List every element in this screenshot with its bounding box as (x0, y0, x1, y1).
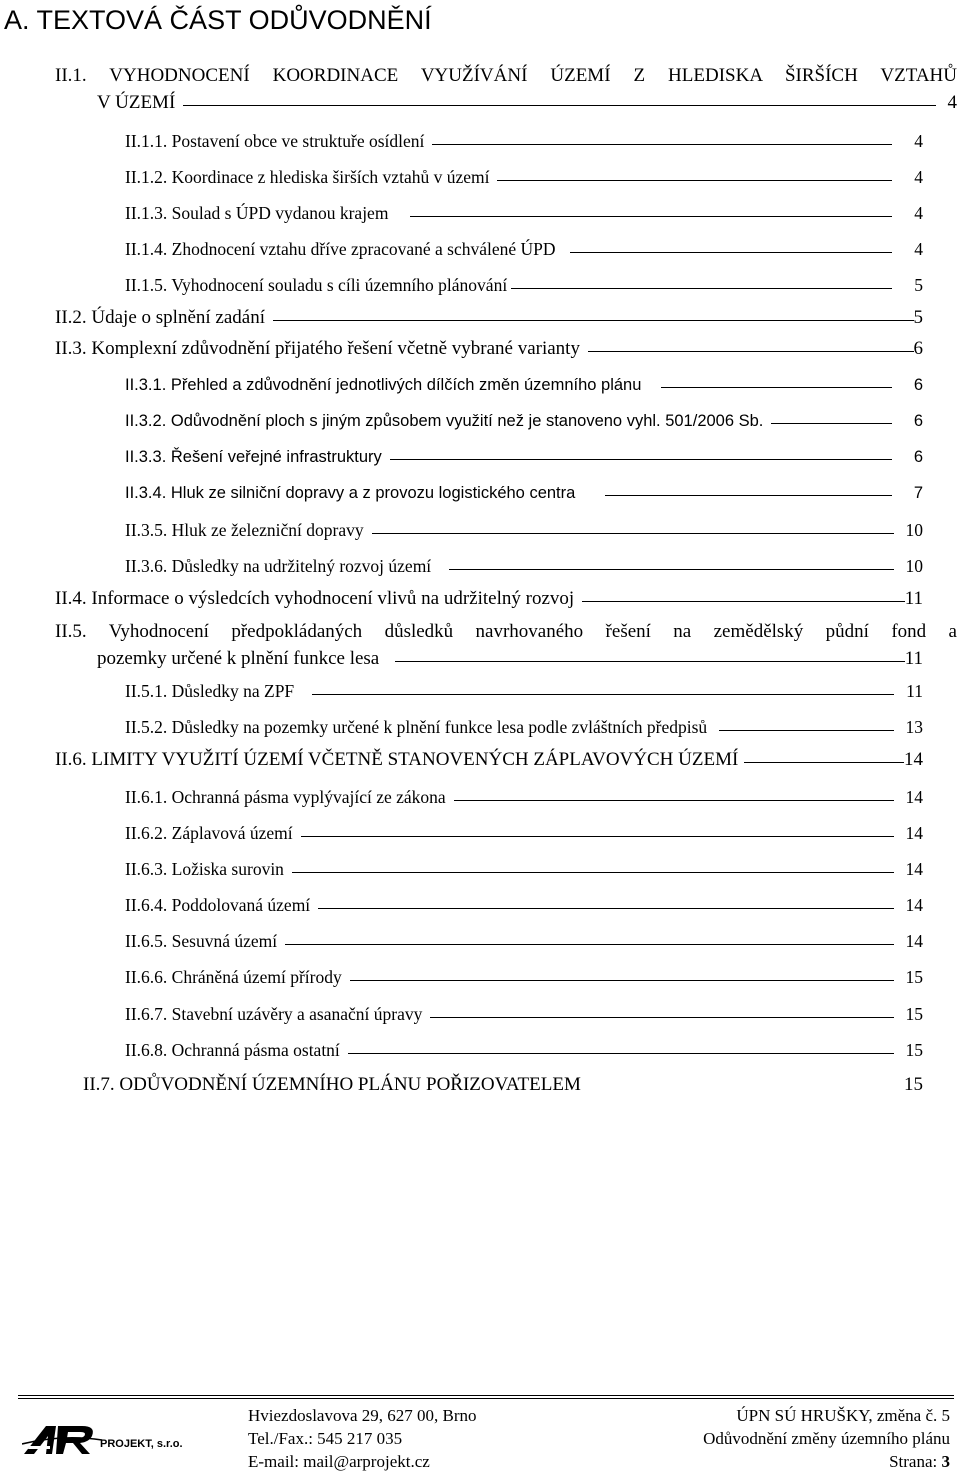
toc-page: 14 (905, 787, 923, 807)
toc-page: 14 (905, 823, 923, 843)
toc-entry-ii-6-2[interactable] (125, 823, 923, 844)
toc-entry-ii-5[interactable] (55, 618, 957, 672)
toc-leader (511, 288, 892, 289)
toc-entry-ii-6-5[interactable] (125, 931, 923, 952)
toc-text: II.7. ODŮVODNĚNÍ ÚZEMNÍHO PLÁNU POŘIZOVATELEM (83, 1074, 581, 1095)
page-label: Strana: (889, 1452, 942, 1471)
toc-page: 5 (914, 275, 923, 295)
toc-page: 4 (914, 167, 923, 187)
footer-phone: Tel./Fax.: 545 217 035 (248, 1429, 403, 1448)
footer-page-number (889, 1450, 950, 1473)
toc-text: II.1.4. Zhodnocení vztahu dříve zpracované a schválené ÚPD (125, 239, 556, 259)
toc-text: II.4. Informace o výsledcích vyhodnocení vlivů na udržitelný rozvoj (55, 588, 575, 609)
toc-text: II.1.5. Vyhodnocení souladu s cíli územního plánování (125, 275, 508, 295)
toc-text: II.6.3. Ložiska surovin (125, 859, 284, 879)
email-link[interactable]: E-mail: mail@arprojekt.cz (248, 1452, 430, 1471)
toc-entry-ii-3[interactable] (55, 338, 923, 360)
toc-leader (497, 180, 892, 181)
footer-project: ÚPN SÚ HRUŠKY, změna č. 5 (736, 1406, 950, 1425)
toc-entry-ii-5-1[interactable] (125, 681, 923, 702)
toc-text: II.6.4. Poddolovaná území (125, 895, 311, 915)
toc-page: 5 (913, 307, 923, 328)
toc-page: 4 (914, 203, 923, 223)
toc-text: II.6.8. Ochranná pásma ostatní (125, 1040, 340, 1060)
toc-page: 14 (905, 931, 923, 951)
toc-leader (350, 980, 894, 981)
toc-entry-ii-3-5[interactable] (125, 520, 923, 541)
toc-leader (771, 423, 891, 424)
toc-text: II.6.5. Sesuvná území (125, 931, 278, 951)
toc-entry-ii-1-5[interactable] (125, 275, 923, 296)
footer-email[interactable] (248, 1450, 430, 1473)
toc-entry-ii-6-7[interactable] (125, 1004, 923, 1025)
toc-text: II.6. LIMITY VYUŽITÍ ÚZEMÍ VČETNĚ STANOVENÝCH ZÁPLAVOVÝCH ÚZEMÍ (55, 749, 739, 770)
toc-entry-ii-6-4[interactable] (125, 895, 923, 916)
toc-leader (372, 533, 894, 534)
toc-text: II.1.3. Soulad s ÚPD vydanou krajem (125, 203, 389, 223)
toc-text: II.3.2. Odůvodnění ploch s jiným způsobem využití než je stanoveno vyhl. 501/2006 Sb. (125, 412, 764, 430)
toc-leader (570, 252, 893, 253)
toc-entry-ii-1[interactable] (55, 62, 957, 116)
footer-rule (18, 1395, 954, 1396)
toc-leader (430, 1017, 893, 1018)
footer-address: Hviezdoslavova 29, 627 00, Brno (248, 1406, 477, 1425)
toc-entry-ii-1-4[interactable] (125, 239, 923, 260)
toc-leader (605, 495, 892, 496)
toc-page: 4 (914, 239, 923, 259)
toc-page: 14 (904, 749, 923, 770)
toc-leader (348, 1053, 894, 1054)
toc-leader (719, 730, 893, 731)
toc-leader (183, 105, 935, 106)
toc-text: II.5.2. Důsledky na pozemky určené k plnění funkce lesa podle zvláštních předpisů (125, 717, 708, 737)
toc-number: II.5. (55, 621, 87, 642)
toc-entry-ii-3-4[interactable] (125, 484, 923, 503)
footer-doc: Odůvodnění změny územního plánu (703, 1429, 950, 1448)
toc-leader (390, 459, 892, 460)
toc-number: II.1. (55, 65, 87, 86)
toc-entry-ii-1-1[interactable] (125, 131, 923, 152)
page-heading: A. TEXTOVÁ ČÁST ODŮVODNĚNÍ (4, 5, 432, 35)
toc-leader (410, 216, 892, 217)
toc-page: 15 (905, 1004, 923, 1024)
toc-leader (744, 762, 904, 763)
toc-text: II.6.1. Ochranná pásma vyplývající ze zákona (125, 787, 446, 807)
toc-page: 13 (905, 717, 923, 737)
toc-page: 6 (913, 338, 923, 359)
toc-page: 4 (914, 131, 923, 151)
toc-leader (661, 387, 891, 388)
toc-page: 14 (905, 895, 923, 915)
toc-page: 15 (905, 967, 923, 987)
toc-leader (454, 800, 894, 801)
toc-entry-ii-6-3[interactable] (125, 859, 923, 880)
toc-text: II.6.6. Chráněná území přírody (125, 967, 342, 987)
toc-entry-ii-3-2[interactable] (125, 412, 923, 431)
toc-text: II.3. Komplexní zdůvodnění přijatého řešení včetně vybrané varianty (55, 338, 580, 359)
toc-entry-ii-4[interactable] (55, 588, 923, 610)
toc-page: 10 (905, 556, 923, 576)
toc-text: II.3.3. Řešení veřejné infrastruktury (125, 448, 382, 466)
toc-leader (395, 661, 904, 662)
toc-leader (301, 836, 894, 837)
toc-page: 11 (906, 681, 923, 701)
toc-entry-ii-5-2[interactable] (125, 717, 923, 738)
toc-leader (449, 569, 893, 570)
toc-entry-ii-1-3[interactable] (125, 203, 923, 224)
toc-text: II.1.1. Postavení obce ve struktuře osídlení (125, 131, 425, 151)
toc-page: 14 (905, 859, 923, 879)
toc-entry-ii-2[interactable] (55, 307, 923, 329)
toc-entry-ii-6-8[interactable] (125, 1040, 923, 1061)
toc-text: II.3.5. Hluk ze železniční dopravy (125, 520, 364, 540)
toc-text: II.6.7. Stavební uzávěry a asanační úpravy (125, 1004, 423, 1024)
page-number: 3 (941, 1452, 950, 1471)
toc-entry-ii-3-3[interactable] (125, 448, 923, 467)
toc-entry-ii-6[interactable] (55, 749, 923, 771)
toc-leader (582, 601, 905, 602)
toc-page: 7 (913, 484, 923, 502)
toc-entry-ii-1-2[interactable] (125, 167, 923, 188)
footer-rule (18, 1398, 954, 1399)
toc-leader (588, 351, 914, 352)
toc-entry-ii-7[interactable] (83, 1074, 923, 1096)
toc-leader (273, 320, 914, 321)
toc-leader (292, 872, 894, 873)
toc-text: II.3.1. Přehled a zdůvodnění jednotlivých dílčích změn územního plánu (125, 376, 642, 394)
toc-page: 11 (904, 648, 923, 669)
toc-text: II.3.4. Hluk ze silniční dopravy a z provozu logistického centra (125, 484, 576, 502)
toc-text: II.6.2. Záplavová území (125, 823, 293, 843)
toc-text-continued: pozemky určené k plnění funkce lesa (97, 648, 380, 669)
toc-leader (432, 144, 892, 145)
toc-page: 10 (905, 520, 923, 540)
toc-leader (285, 944, 893, 945)
toc-entry-ii-3-6[interactable] (125, 556, 923, 577)
toc-page: 6 (913, 376, 923, 394)
toc-page: 4 (947, 92, 957, 113)
logo-text: PROJEKT, s.r.o. (100, 1438, 183, 1450)
toc-page: 6 (913, 448, 923, 466)
toc-text-continued: V ÚZEMÍ (97, 92, 176, 113)
toc-entry-ii-6-1[interactable] (125, 787, 923, 808)
toc-text: Vyhodnocení předpokládaných důsledků navrhovaného řešení na zemědělský půdní fond a (108, 621, 957, 642)
toc-page: 6 (913, 412, 923, 430)
toc-text: II.3.6. Důsledky na udržitelný rozvoj území (125, 556, 432, 576)
toc-entry-ii-3-1[interactable] (125, 376, 923, 395)
toc-leader (318, 908, 893, 909)
toc-text: II.5.1. Důsledky na ZPF (125, 681, 295, 701)
toc-page: 15 (904, 1074, 923, 1095)
toc-text: II.2. Údaje o splnění zadání (55, 307, 265, 328)
toc-page: 11 (904, 588, 923, 609)
toc-text: II.1.2. Koordinace z hlediska širších vztahů v území (125, 167, 490, 187)
toc-leader (312, 694, 894, 695)
toc-entry-ii-6-6[interactable] (125, 967, 923, 988)
toc-page: 15 (905, 1040, 923, 1060)
toc-text: VYHODNOCENÍ KOORDINACE VYUŽÍVÁNÍ ÚZEMÍ Z HLEDISKA ŠIRŠÍCH VZTAHŮ (109, 65, 957, 86)
